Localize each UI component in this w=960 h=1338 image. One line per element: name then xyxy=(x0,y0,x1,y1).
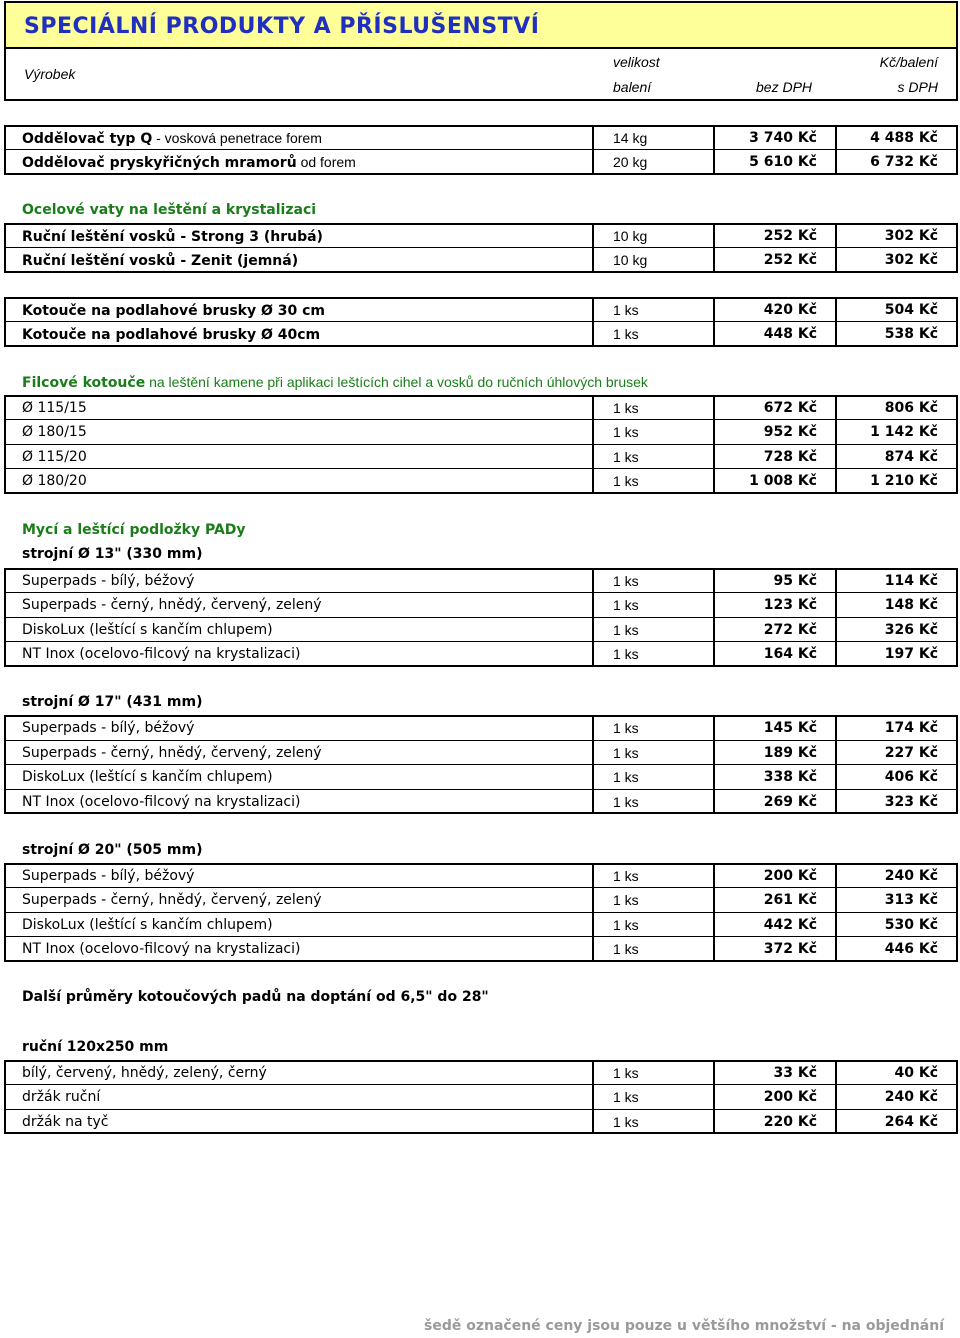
package-size: 1 ks xyxy=(613,892,639,909)
product-name-text: Ø 180/15 xyxy=(22,424,87,441)
product-name xyxy=(22,790,300,815)
product-name xyxy=(22,1110,109,1135)
section-subheading: Další průměry kotoučových padů na doptání od 6,5" do 28" xyxy=(22,989,489,1005)
package-size: 1 ks xyxy=(613,1113,639,1130)
product-name-rest: - vosková penetrace forem xyxy=(152,129,322,146)
price-no-vat: 145 Kč xyxy=(763,720,817,736)
price-with-vat: 323 Kč xyxy=(884,793,938,810)
product-name xyxy=(22,593,322,618)
price-with-vat: 148 Kč xyxy=(884,597,938,614)
price-no-vat: 33 Kč xyxy=(773,1064,817,1081)
package-size: 1 ks xyxy=(613,597,639,614)
product-name-text: Ø 180/20 xyxy=(22,473,87,490)
price-no-vat: 420 Kč xyxy=(763,301,817,318)
price-with-vat: 302 Kč xyxy=(884,252,938,269)
product-name xyxy=(22,396,87,421)
price-no-vat: 252 Kč xyxy=(763,227,817,244)
product-name-bold: Oddělovač typ Q xyxy=(22,130,153,147)
price-with-vat: 538 Kč xyxy=(884,326,938,343)
package-size: 1 ks xyxy=(613,448,639,465)
product-name-text: Superpads - černý, hnědý, červený, zelený xyxy=(22,892,322,909)
product-name-text: držák ruční xyxy=(22,1089,101,1106)
package-size: 1 ks xyxy=(613,646,639,663)
product-name xyxy=(22,298,325,324)
col-price-label: Kč/balení xyxy=(879,54,938,70)
page-title: SPECIÁLNÍ PRODUKTY A PŘÍSLUŠENSTVÍ xyxy=(24,14,540,39)
section-heading: Mycí a leštící podložky PADy xyxy=(22,522,246,538)
package-size: 1 ks xyxy=(613,399,639,416)
section-heading-rest: na leštění kamene při aplikaci leštících cihel a vosků do ručních úhlových brusek xyxy=(145,374,648,390)
product-name xyxy=(22,1085,100,1110)
package-size: 14 kg xyxy=(613,129,648,146)
price-with-vat: 240 Kč xyxy=(884,1089,938,1106)
product-name xyxy=(22,469,87,494)
col-with-vat-label: s DPH xyxy=(897,79,938,95)
product-name xyxy=(22,642,300,667)
product-name xyxy=(22,765,273,790)
product-name-text: DiskoLux (leštící s kančím chlupem) xyxy=(22,916,273,933)
product-name-text: Superpads - černý, hnědý, červený, zelený xyxy=(22,744,322,761)
package-size: 1 ks xyxy=(613,473,639,490)
section-subheading: strojní Ø 17" (431 mm) xyxy=(22,694,203,710)
col-size-label: velikost xyxy=(613,54,660,70)
product-name-text: DiskoLux (leštící s kančím chlupem) xyxy=(22,621,273,638)
product-name xyxy=(22,618,273,643)
product-name-text: Superpads - černý, hnědý, červený, zelený xyxy=(22,597,322,614)
price-no-vat: 448 Kč xyxy=(763,326,817,343)
package-size: 1 ks xyxy=(613,621,639,638)
product-name-text: Ø 115/15 xyxy=(22,399,87,416)
price-with-vat: 302 Kč xyxy=(884,227,938,244)
package-size: 20 kg xyxy=(613,154,648,171)
price-with-vat: 197 Kč xyxy=(884,646,938,663)
package-size: 1 ks xyxy=(613,744,639,761)
product-name-text: Ø 115/20 xyxy=(22,448,87,465)
price-no-vat: 3 740 Kč xyxy=(749,129,817,146)
product-name xyxy=(22,864,194,889)
product-name xyxy=(22,224,323,250)
col-product-label: Výrobek xyxy=(24,66,76,82)
product-name-bold: Ruční leštění vosků - Zenit (jemná) xyxy=(22,253,299,270)
package-size: 1 ks xyxy=(613,1089,639,1106)
product-name-bold: Ruční leštění vosků - Strong 3 (hrubá) xyxy=(22,228,323,245)
col-package-label: balení xyxy=(613,79,652,95)
price-no-vat: 5 610 Kč xyxy=(749,154,817,171)
section-subheading: ruční 120x250 mm xyxy=(22,1039,169,1055)
price-no-vat: 95 Kč xyxy=(773,572,817,589)
product-name xyxy=(22,937,300,962)
price-no-vat: 123 Kč xyxy=(763,597,817,614)
package-size: 1 ks xyxy=(613,720,639,736)
price-with-vat: 4 488 Kč xyxy=(870,129,938,146)
price-no-vat: 164 Kč xyxy=(763,646,817,663)
package-size: 1 ks xyxy=(613,941,639,958)
price-no-vat: 442 Kč xyxy=(763,916,817,933)
package-size: 1 ks xyxy=(613,301,639,318)
product-name-text: NT Inox (ocelovo-filcový na krystalizaci) xyxy=(22,646,301,663)
price-with-vat: 40 Kč xyxy=(894,1064,938,1081)
column-divider xyxy=(592,1060,594,1135)
product-name-bold: Oddělovač pryskyřičných mramorů xyxy=(22,155,297,172)
product-name xyxy=(22,569,194,594)
price-no-vat: 272 Kč xyxy=(763,621,817,638)
price-no-vat: 372 Kč xyxy=(763,941,817,958)
product-name xyxy=(22,420,87,445)
product-name xyxy=(22,150,356,176)
section-heading: Ocelové vaty na leštění a krystalizaci xyxy=(22,202,317,218)
product-name-bold: Kotouče na podlahové brusky Ø 40cm xyxy=(22,327,321,344)
product-name-text: DiskoLux (leštící s kančím chlupem) xyxy=(22,769,273,786)
price-no-vat: 952 Kč xyxy=(763,424,817,441)
product-name xyxy=(22,248,298,274)
price-with-vat: 530 Kč xyxy=(884,916,938,933)
package-size: 1 ks xyxy=(613,424,639,441)
price-with-vat: 326 Kč xyxy=(884,621,938,638)
product-name-text: NT Inox (ocelovo-filcový na krystalizaci) xyxy=(22,941,301,958)
price-with-vat: 406 Kč xyxy=(884,769,938,786)
product-name xyxy=(22,322,320,348)
package-size: 1 ks xyxy=(613,1064,639,1081)
section-subheading: strojní Ø 13" (330 mm) xyxy=(22,546,203,562)
package-size: 10 kg xyxy=(613,252,648,269)
section-heading-bold: Filcové kotouče xyxy=(22,375,146,391)
product-name-text: Superpads - bílý, béžový xyxy=(22,720,195,736)
price-no-vat: 200 Kč xyxy=(763,867,817,884)
price-no-vat: 252 Kč xyxy=(763,252,817,269)
price-with-vat: 114 Kč xyxy=(884,572,938,589)
price-with-vat: 6 732 Kč xyxy=(870,154,938,171)
product-name-text: Superpads - bílý, béžový xyxy=(22,867,195,884)
price-with-vat: 504 Kč xyxy=(884,301,938,318)
package-size: 1 ks xyxy=(613,769,639,786)
package-size: 1 ks xyxy=(613,916,639,933)
product-name xyxy=(22,888,322,913)
price-no-vat: 269 Kč xyxy=(763,793,817,810)
price-no-vat: 338 Kč xyxy=(763,769,817,786)
product-name xyxy=(22,741,322,766)
product-name-text: držák na tyč xyxy=(22,1113,109,1130)
col-no-vat-label: bez DPH xyxy=(756,79,813,95)
price-no-vat: 189 Kč xyxy=(763,744,817,761)
product-name xyxy=(22,126,322,152)
product-name xyxy=(22,445,87,470)
price-with-vat: 874 Kč xyxy=(884,448,938,465)
package-size: 1 ks xyxy=(613,867,639,884)
price-with-vat: 1 210 Kč xyxy=(870,473,938,490)
price-no-vat: 200 Kč xyxy=(763,1089,817,1106)
price-with-vat: 446 Kč xyxy=(884,941,938,958)
product-name-text: NT Inox (ocelovo-filcový na krystalizaci) xyxy=(22,793,301,810)
footer-note: šedě označené ceny jsou pouze u většího množství - na objednání xyxy=(424,1318,945,1334)
package-size: 1 ks xyxy=(613,793,639,810)
product-name-text: Superpads - bílý, béžový xyxy=(22,572,195,589)
package-size: 10 kg xyxy=(613,227,648,244)
product-name-text: bílý, červený, hnědý, zelený, černý xyxy=(22,1064,267,1081)
price-no-vat: 672 Kč xyxy=(763,399,817,416)
price-with-vat: 227 Kč xyxy=(884,744,938,761)
title-banner xyxy=(4,1,958,49)
package-size: 1 ks xyxy=(613,572,639,589)
product-name-bold: Kotouče na podlahové brusky Ø 30 cm xyxy=(22,302,325,319)
product-name xyxy=(22,1061,267,1086)
price-with-vat: 313 Kč xyxy=(884,892,938,909)
price-with-vat: 264 Kč xyxy=(884,1113,938,1130)
package-size: 1 ks xyxy=(613,326,639,343)
price-no-vat: 261 Kč xyxy=(763,892,817,909)
product-name-rest: od forem xyxy=(296,154,356,171)
product-name xyxy=(22,913,273,938)
column-header xyxy=(4,49,958,101)
product-name xyxy=(22,716,194,741)
section-subheading: strojní Ø 20" (505 mm) xyxy=(22,842,203,858)
price-with-vat: 1 142 Kč xyxy=(870,424,938,441)
section-heading xyxy=(22,370,648,395)
price-no-vat: 728 Kč xyxy=(763,448,817,465)
price-with-vat: 806 Kč xyxy=(884,399,938,416)
price-with-vat: 174 Kč xyxy=(884,720,938,736)
price-no-vat: 220 Kč xyxy=(763,1113,817,1130)
price-with-vat: 240 Kč xyxy=(884,867,938,884)
price-no-vat: 1 008 Kč xyxy=(749,473,817,490)
